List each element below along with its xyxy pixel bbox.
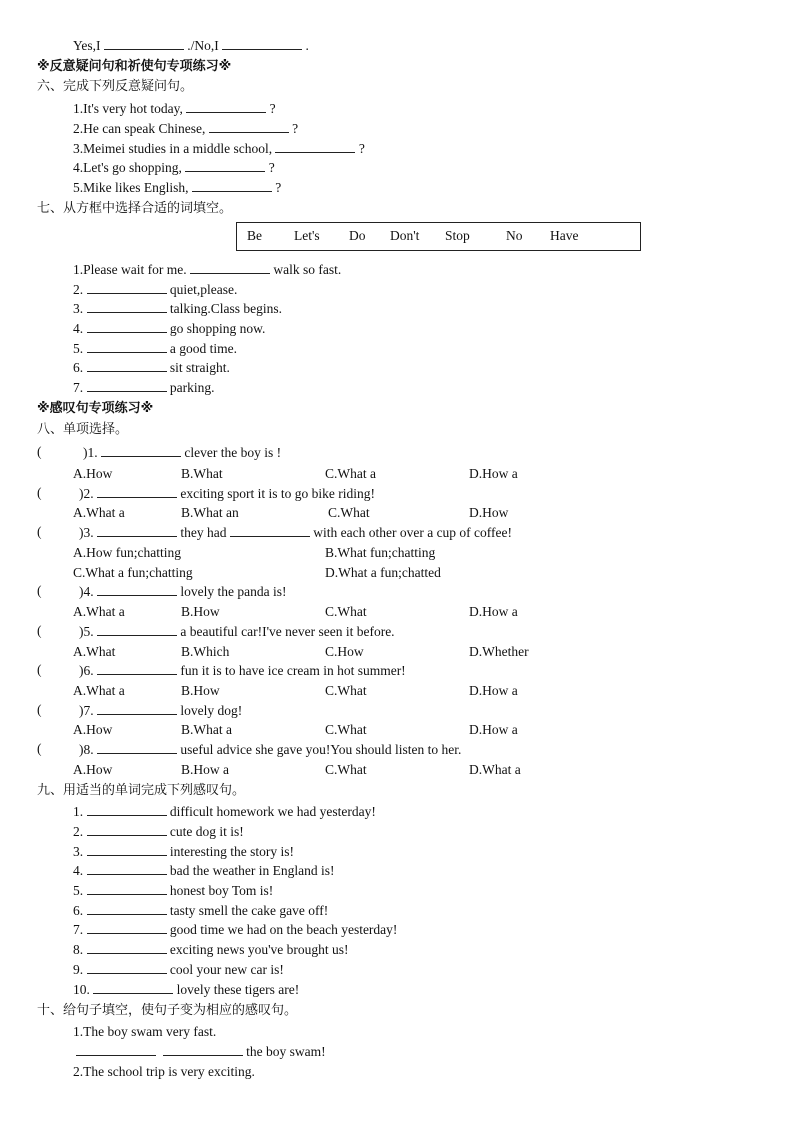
word-bank-item: Don't — [390, 228, 420, 243]
option-c[interactable]: C.What — [325, 762, 367, 777]
imperative-item: 6. sit straight. — [73, 360, 230, 375]
word-bank-item: Do — [349, 228, 366, 243]
answer-blank[interactable] — [186, 99, 266, 113]
exclamatory-item: 3. interesting the story is! — [73, 844, 294, 859]
answer-blank[interactable] — [87, 920, 167, 934]
exclamatory-item: 7. good time we had on the beach yesterday! — [73, 922, 398, 937]
option-c[interactable]: C.What a — [325, 466, 376, 481]
mcq-options — [0, 563, 794, 583]
answer-blank — [230, 523, 310, 537]
answer-blank[interactable] — [87, 339, 167, 353]
answer-blank — [97, 582, 177, 596]
imperative-item: 4. go shopping now. — [73, 321, 266, 336]
answer-blank[interactable] — [185, 158, 265, 172]
answer-bracket[interactable]: ( — [37, 741, 42, 756]
option-d[interactable]: D.What a — [469, 762, 521, 777]
exclamatory-item: 10. lovely these tigers are! — [73, 982, 300, 997]
option-a[interactable]: A.How — [73, 466, 113, 481]
mcq-question: )1. clever the boy is ! — [83, 445, 282, 460]
option-b[interactable]: B.What fun;chatting — [325, 545, 436, 560]
exclamatory-item: 5. honest boy Tom is! — [73, 883, 274, 898]
option-b[interactable]: B.Which — [181, 644, 230, 659]
tag-question-item: 4.Let's go shopping, ? — [73, 160, 275, 175]
source-sentence: 2.The school trip is very exciting. — [73, 1064, 255, 1079]
answer-blank[interactable] — [87, 861, 167, 875]
answer-blank[interactable] — [209, 119, 289, 133]
exclamatory-item: 1. difficult homework we had yesterday! — [73, 804, 376, 819]
option-d[interactable]: D.How a — [469, 604, 518, 619]
imperative-item: 2. quiet,please. — [73, 282, 238, 297]
mcq-options — [0, 681, 794, 701]
answer-blank — [97, 701, 177, 715]
yes-label: Yes,I — [73, 38, 101, 53]
option-c[interactable]: C.How — [325, 644, 364, 659]
answer-bracket[interactable]: ( — [37, 662, 42, 677]
answer-blank[interactable] — [87, 378, 167, 392]
answer-bracket[interactable]: ( — [37, 444, 42, 459]
option-d[interactable]: D.How a — [469, 722, 518, 737]
option-b[interactable]: B.How — [181, 683, 220, 698]
tag-question-item: 2.He can speak Chinese, ? — [73, 121, 299, 136]
answer-bracket[interactable]: ( — [37, 524, 42, 539]
yes-no-answer-line: Yes,I ./No,I . — [73, 38, 309, 53]
mcq-options — [0, 503, 794, 523]
option-c[interactable]: C.What — [328, 505, 370, 520]
option-d[interactable]: D.Whether — [469, 644, 529, 659]
section-8-title: 八、单项选择。 — [37, 422, 129, 437]
section-10-title: 十、给句子填空，使句子变为相应的感叹句。 — [37, 1003, 298, 1018]
option-c[interactable]: C.What a fun;chatting — [73, 565, 193, 580]
option-d[interactable]: D.What a fun;chatted — [325, 565, 441, 580]
option-c[interactable]: C.What — [325, 722, 367, 737]
option-b[interactable]: B.How — [181, 604, 220, 619]
answer-blank[interactable] — [87, 299, 167, 313]
answer-blank[interactable] — [87, 940, 167, 954]
tag-question-item: 1.It's very hot today, ? — [73, 101, 276, 116]
word-bank-item: Be — [247, 228, 262, 243]
option-a[interactable]: A.How — [73, 762, 113, 777]
answer-blank[interactable] — [87, 881, 167, 895]
mcq-question: )2. exciting sport it is to go bike riding! — [79, 486, 375, 501]
answer-blank[interactable] — [275, 139, 355, 153]
answer-blank[interactable] — [222, 36, 302, 50]
section-7-title: 七、从方框中选择合适的词填空。 — [37, 201, 233, 216]
answer-bracket[interactable]: ( — [37, 485, 42, 500]
word-bank-item: Stop — [445, 228, 470, 243]
answer-blank[interactable] — [87, 358, 167, 372]
answer-bracket[interactable]: ( — [37, 583, 42, 598]
mcq-options — [0, 720, 794, 740]
answer-blank[interactable] — [192, 178, 272, 192]
answer-blank[interactable] — [87, 802, 167, 816]
section-header-tag-question: ※反意疑问句和祈使句专项练习※ — [37, 59, 232, 74]
answer-blank[interactable] — [87, 842, 167, 856]
answer-blank[interactable] — [163, 1042, 243, 1056]
word-bank-item: Have — [550, 228, 579, 243]
option-d[interactable]: D.How a — [469, 466, 518, 481]
answer-blank — [97, 661, 177, 675]
option-a[interactable]: A.What — [73, 644, 116, 659]
mcq-question: )5. a beautiful car!I've never seen it before. — [79, 624, 395, 639]
mcq-question: )7. lovely dog! — [79, 703, 243, 718]
mcq-options — [0, 642, 794, 662]
option-a[interactable]: A.How fun;chatting — [73, 545, 181, 560]
imperative-item: 3. talking.Class begins. — [73, 301, 282, 316]
answer-blank[interactable] — [190, 260, 270, 274]
option-a[interactable]: A.What a — [73, 505, 125, 520]
exclamatory-item: 2. cute dog it is! — [73, 824, 244, 839]
option-c[interactable]: C.What — [325, 604, 367, 619]
answer-blank — [97, 622, 177, 636]
imperative-item: 1.Please wait for me. walk so fast. — [73, 262, 342, 277]
section-9-title: 九、用适当的单词完成下列感叹句。 — [37, 783, 246, 798]
rewrite-answer-line: the boy swam! — [76, 1042, 326, 1062]
mcq-question: )8. useful advice she gave you!You should listen to her. — [79, 742, 462, 757]
option-b[interactable]: B.How a — [181, 762, 229, 777]
answer-blank[interactable] — [104, 36, 184, 50]
no-label: ./No,I — [187, 38, 219, 53]
mcq-options — [0, 602, 794, 622]
word-bank-item: No — [506, 228, 523, 243]
exclamatory-item: 6. tasty smell the cake gave off! — [73, 903, 329, 918]
source-sentence: 1.The boy swam very fast. — [73, 1024, 217, 1039]
answer-blank[interactable] — [87, 822, 167, 836]
answer-blank — [97, 740, 177, 754]
answer-blank[interactable] — [87, 901, 167, 915]
word-bank-box — [236, 222, 641, 251]
mcq-options — [0, 543, 794, 563]
option-d[interactable]: D.How — [469, 505, 509, 520]
option-b[interactable]: B.What a — [181, 722, 232, 737]
tag-question-item: 3.Meimei studies in a middle school, ? — [73, 141, 365, 156]
option-b[interactable]: B.What — [181, 466, 223, 481]
mcq-question: )3. they had with each other over a cup of coffee! — [79, 525, 513, 540]
answer-bracket[interactable]: ( — [37, 702, 42, 717]
mcq-question: )6. fun it is to have ice cream in hot summer! — [79, 663, 406, 678]
mcq-options — [0, 464, 794, 484]
section-6-title: 六、完成下列反意疑问句。 — [37, 79, 194, 94]
answer-bracket[interactable]: ( — [37, 623, 42, 638]
answer-blank[interactable] — [76, 1042, 156, 1056]
word-bank-item: Let's — [294, 228, 320, 243]
mcq-options — [0, 760, 794, 780]
answer-blank — [97, 523, 177, 537]
answer-blank[interactable] — [87, 319, 167, 333]
option-d[interactable]: D.How a — [469, 683, 518, 698]
exclamatory-item: 4. bad the weather in England is! — [73, 863, 335, 878]
option-c[interactable]: C.What — [325, 683, 367, 698]
answer-blank[interactable] — [87, 960, 167, 974]
option-a[interactable]: A.What a — [73, 604, 125, 619]
imperative-item: 7. parking. — [73, 380, 215, 395]
option-b[interactable]: B.What an — [181, 505, 239, 520]
imperative-item: 5. a good time. — [73, 341, 237, 356]
answer-blank — [101, 443, 181, 457]
section-header-exclamatory: ※感叹句专项练习※ — [37, 401, 154, 416]
answer-blank[interactable] — [93, 980, 173, 994]
tag-question-item: 5.Mike likes English, ? — [73, 180, 282, 195]
exclamatory-item: 8. exciting news you've brought us! — [73, 942, 349, 957]
exclamatory-item: 9. cool your new car is! — [73, 962, 284, 977]
answer-blank[interactable] — [87, 280, 167, 294]
mcq-question: )4. lovely the panda is! — [79, 584, 287, 599]
option-a[interactable]: A.What a — [73, 683, 125, 698]
answer-blank — [97, 484, 177, 498]
option-a[interactable]: A.How — [73, 722, 113, 737]
